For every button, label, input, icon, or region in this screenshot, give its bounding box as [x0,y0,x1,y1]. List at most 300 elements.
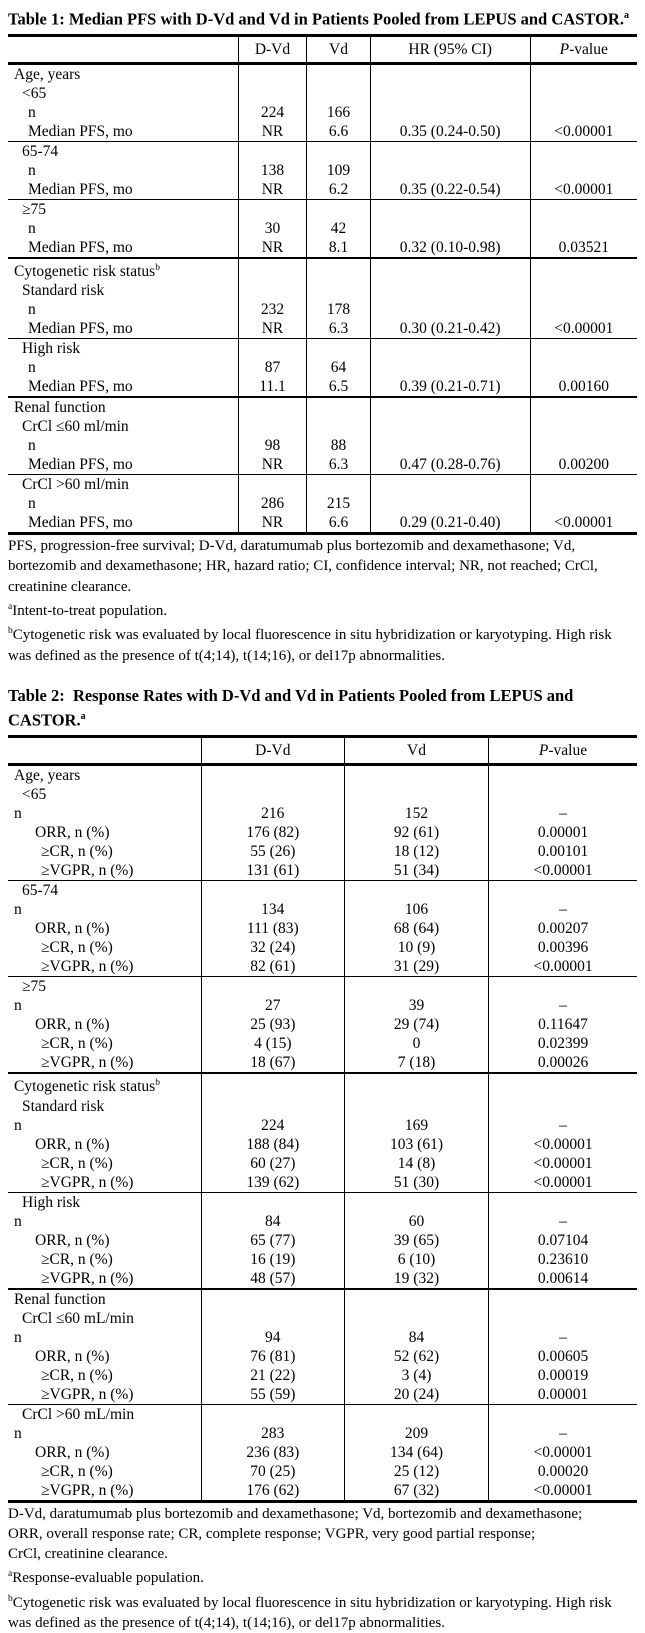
row-label-text: ORR, n (%) [35,1016,110,1034]
cell-value: 0.35 (0.22-0.54) [370,180,530,200]
cell-value [370,258,530,281]
row-label-text: n [14,1116,22,1134]
cell-value: 84 [201,1212,344,1231]
cell-value: 0.00001 [489,823,637,842]
table-row [8,377,637,397]
cell-value [345,785,489,804]
cell-value: NR [238,238,307,258]
cell-value [530,417,637,436]
cell-value: <0.00001 [489,1173,637,1193]
cell-value: 51 (34) [345,861,489,881]
cell-value: 0.07104 [489,1231,637,1250]
cell-value: 134 (64) [345,1443,489,1462]
cell-value: – [489,1212,637,1231]
cell-value: 31 (29) [345,957,489,977]
cell-value [489,765,637,786]
cell-value: 94 [201,1328,344,1347]
cell-value [530,397,637,417]
row-label [8,881,201,901]
cell-value: 209 [345,1424,489,1443]
cell-value: 111 (83) [201,919,344,938]
row-label [8,219,238,238]
footnote-marker: a [8,1569,13,1580]
table-row [8,1231,637,1250]
cell-value: NR [238,122,307,142]
cell-value: 131 (61) [201,861,344,881]
cell-value: 0.23610 [489,1250,637,1269]
table-row [8,238,637,258]
cell-value: <0.00001 [530,180,637,200]
cell-value [530,219,637,238]
cell-value [345,1192,489,1212]
row-label [8,1385,201,1405]
cell-value: 283 [201,1424,344,1443]
cell-value [238,417,307,436]
row-label-text: ≥CR, n (%) [41,1154,113,1172]
cell-value [238,258,307,281]
cell-value [345,1309,489,1328]
row-label-text: ≥VGPR, n (%) [41,1269,134,1287]
table-row [8,475,637,495]
cell-value [201,1404,344,1424]
row-label-text: ≥75 [22,978,47,996]
row-label [8,200,238,220]
cell-value [345,977,489,997]
row-label-text: ORR, n (%) [35,824,110,842]
table-row [8,1347,637,1366]
row-label-text: ≥VGPR, n (%) [41,958,134,976]
cell-value: 166 [307,103,371,122]
cell-value: 0.00614 [489,1269,637,1289]
cell-value [345,1073,489,1096]
table-row [8,319,637,339]
table-row [8,957,637,977]
cell-value: 21 (22) [201,1366,344,1385]
row-label [8,1424,201,1443]
cell-value: 42 [307,219,371,238]
table-row [8,765,637,786]
row-label-text: ≥VGPR, n (%) [41,1481,134,1499]
row-label-text: ≥VGPR, n (%) [41,1173,134,1191]
cell-value: 0.39 (0.21-0.71) [370,377,530,397]
cell-value: 138 [238,161,307,180]
row-label [8,1034,201,1053]
cell-value: 4 (15) [201,1034,344,1053]
cell-value: 65 (77) [201,1231,344,1250]
cell-value [201,1309,344,1328]
cell-value: 103 (61) [345,1135,489,1154]
table2-footnote-abbreviations-3 [8,1544,637,1564]
cell-value [370,103,530,122]
cell-value: <0.00001 [489,1154,637,1173]
cell-value [370,358,530,377]
footnote-text: ORR, overall response rate; CR, complete response; VGPR, very good partial response; [8,1525,536,1542]
cell-value: 6.5 [307,377,371,397]
cell-value: 0.00160 [530,377,637,397]
row-label-text: Median PFS, mo [28,456,133,474]
cell-value: <0.00001 [489,957,637,977]
row-label-footnote-marker: b [155,263,160,273]
row-label-text: ≥CR, n (%) [41,1250,113,1268]
cell-value: 39 [345,996,489,1015]
cell-value [530,200,637,220]
table-row [8,1173,637,1193]
table-row [8,1015,637,1034]
cell-value [530,494,637,513]
row-label-text: n [14,1424,22,1442]
cell-value [238,142,307,162]
cell-value: 29 (74) [345,1015,489,1034]
cell-value: 0.00001 [489,1385,637,1405]
row-label [8,823,201,842]
row-label-text: ≥VGPR, n (%) [41,1385,134,1403]
cell-value [370,200,530,220]
table1-header-empty [8,36,238,64]
row-label [8,1212,201,1231]
cell-value: 0.00101 [489,842,637,861]
table-row [8,122,637,142]
cell-value [238,397,307,417]
footnote-marker: b [8,626,13,637]
table-row [8,84,637,103]
cell-value: 6.6 [307,122,371,142]
cell-value [238,281,307,300]
cell-value [370,417,530,436]
cell-value: 82 (61) [201,957,344,977]
footnote-text: PFS, progression-free survival; D-Vd, daratumumab plus bortezomib and dexamethasone; Vd, bortezomib and dexamethasone; HR, hazard ratio; CI, confidence interval; NR, not reached; CrCl, creatinine clearance. [8,538,598,595]
row-label-text: Median PFS, mo [28,123,133,140]
row-label [8,475,238,495]
cell-value: 52 (62) [345,1347,489,1366]
row-label-text: ≥VGPR, n (%) [41,862,134,880]
cell-value: <0.00001 [489,1443,637,1462]
table-row [8,180,637,200]
row-label [8,1462,201,1481]
row-label [8,1192,201,1212]
table-row [8,785,637,804]
cell-value: – [489,996,637,1015]
cell-value: 0.00019 [489,1366,637,1385]
row-label [8,513,238,534]
table-row [8,161,637,180]
cell-value: 70 (25) [201,1462,344,1481]
cell-value [530,161,637,180]
cell-value [238,339,307,359]
row-label-text: CrCl ≤60 ml/min [22,418,129,436]
table2-header-vd: Vd [345,737,489,765]
table1-header-vd: Vd [307,36,371,64]
cell-value [238,475,307,495]
table1-header-hr-ci: HR (95% CI) [370,36,530,64]
table-row [8,1073,637,1096]
cell-value [370,219,530,238]
row-label [8,842,201,861]
row-label [8,1481,201,1502]
row-label [8,919,201,938]
row-label-text: n [28,301,36,319]
cell-value: 20 (24) [345,1385,489,1405]
table-row [8,219,637,238]
row-label-text: ORR, n (%) [35,1231,110,1249]
row-label-text: Median PFS, mo [28,514,133,532]
cell-value: 3 (4) [345,1366,489,1385]
cell-value: 0.32 (0.10-0.98) [370,238,530,258]
cell-value [201,1097,344,1116]
row-label [8,1053,201,1073]
cell-value [530,142,637,162]
table-row [8,1328,637,1347]
cell-value: 32 (24) [201,938,344,957]
table-row [8,339,637,359]
row-label [8,1250,201,1269]
cell-value: 87 [238,358,307,377]
cell-value [201,785,344,804]
cell-value: 14 (8) [345,1154,489,1173]
cell-value [489,1309,637,1328]
table1-header-pvalue-rest: -value [569,41,608,58]
row-label-text: High risk [22,340,81,358]
cell-value: 152 [345,804,489,823]
row-label [8,1097,201,1116]
cell-value [530,64,637,85]
row-label [8,1015,201,1034]
cell-value: <0.00001 [489,1135,637,1154]
cell-value: 92 (61) [345,823,489,842]
table2-footnote-abbreviations-2 [8,1524,637,1544]
cell-value [530,103,637,122]
row-label-text: ≥CR, n (%) [41,1462,113,1480]
row-label-text: Standard risk [22,1097,105,1115]
table1-footnote-a [8,597,637,621]
row-label-text: CrCl >60 mL/min [22,1405,135,1423]
table-row [8,919,637,938]
table2-footnotes [8,1504,637,1633]
cell-value: 67 (32) [345,1481,489,1502]
cell-value: 6.6 [307,513,371,534]
row-label [8,1073,201,1096]
row-label-text: n [28,495,36,513]
cell-value: NR [238,513,307,534]
table-row [8,103,637,122]
row-label-text: 65-74 [22,882,59,900]
cell-value: 27 [201,996,344,1015]
table-row [8,300,637,319]
row-label-text: ≥VGPR, n (%) [41,1054,134,1072]
row-label-text: ≥CR, n (%) [41,939,113,957]
row-label-text: ORR, n (%) [35,920,110,938]
row-label [8,180,238,200]
table1-header-pvalue-italic: P [559,41,570,58]
cell-value: 224 [238,103,307,122]
cell-value: 25 (12) [345,1462,489,1481]
cell-value: 236 (83) [201,1443,344,1462]
table-row [8,281,637,300]
cell-value: 0.00026 [489,1053,637,1073]
cell-value [489,881,637,901]
row-label [8,1309,201,1328]
cell-value [370,142,530,162]
row-label [8,804,201,823]
table2-title [8,685,637,732]
row-label [8,64,238,85]
table-row [8,358,637,377]
table1-footnote-b [8,621,637,666]
row-label [8,377,238,397]
table2-response-rates [8,735,637,1502]
row-label-text: Median PFS, mo [28,239,133,256]
row-label-text: 65-74 [22,143,59,160]
cell-value: 6.3 [307,319,371,339]
table1-footnotes [8,536,637,666]
cell-value: 0.35 (0.24-0.50) [370,122,530,142]
row-label-text: Renal function [14,1290,106,1308]
cell-value [530,258,637,281]
cell-value [370,397,530,417]
cell-value [201,977,344,997]
row-label-text: n [28,437,36,455]
cell-value: 0 [345,1034,489,1053]
table-row [8,1034,637,1053]
cell-value: 25 (93) [201,1015,344,1034]
cell-value: 68 (64) [345,919,489,938]
cell-value: 30 [238,219,307,238]
footnote-text: Intent-to-treat population. [12,603,168,620]
cell-value: 11.1 [238,377,307,397]
row-label [8,1173,201,1193]
cell-value [530,475,637,495]
cell-value: 0.29 (0.21-0.40) [370,513,530,534]
table-row [8,397,637,417]
cell-value: 6.2 [307,180,371,200]
cell-value [307,200,371,220]
table1-section [8,5,637,666]
row-label-text: n [14,1212,22,1230]
cell-value: 88 [307,436,371,455]
cell-value: 215 [307,494,371,513]
row-label [8,1269,201,1289]
cell-value [307,258,371,281]
row-label [8,1404,201,1424]
cell-value: <0.00001 [489,861,637,881]
row-label [8,281,238,300]
row-label [8,339,238,359]
table-row [8,1135,637,1154]
row-label-text: Cytogenetic risk status [14,263,156,281]
cell-value [530,300,637,319]
cell-value [530,339,637,359]
table2-header-dvd: D-Vd [201,737,344,765]
cell-value [489,977,637,997]
footnote-marker: a [8,602,13,613]
cell-value: <0.00001 [489,1481,637,1502]
cell-value: <0.00001 [530,513,637,534]
cell-value: 139 (62) [201,1173,344,1193]
cell-value [370,494,530,513]
cell-value: 76 (81) [201,1347,344,1366]
row-label [8,300,238,319]
row-label-text: ≥CR, n (%) [41,1366,113,1384]
cell-value: 55 (26) [201,842,344,861]
row-label-text: ORR, n (%) [35,1347,110,1365]
row-label-text: n [28,162,36,179]
cell-value: 224 [201,1116,344,1135]
table2-title-text: Table 2: Response Rates with D-Vd and Vd in Patients Pooled from LEPUS and CASTOR. [8,685,578,730]
cell-value: 39 (65) [345,1231,489,1250]
cell-value [345,881,489,901]
row-label [8,1289,201,1309]
row-label [8,417,238,436]
cell-value: 0.11647 [489,1015,637,1034]
table1-title [8,5,637,30]
cell-value: 64 [307,358,371,377]
table2-footnote-abbreviations-1 [8,1504,637,1524]
table-row [8,1192,637,1212]
table-row [8,455,637,475]
cell-value: 106 [345,900,489,919]
cell-value [307,84,371,103]
cell-value: 176 (62) [201,1481,344,1502]
cell-value: 60 (27) [201,1154,344,1173]
table-row [8,1366,637,1385]
cell-value [307,64,371,85]
row-label [8,103,238,122]
cell-value [201,765,344,786]
cell-value: 0.03521 [530,238,637,258]
row-label [8,938,201,957]
cell-value: 109 [307,161,371,180]
footnote-text: Cytogenetic risk was evaluated by local fluorescence in situ hybridization or karyotyping. High risk was defined as the presence of t(4;14), t(14;16), or del17p abnormalities. [8,627,612,664]
cell-value: 60 [345,1212,489,1231]
row-label [8,84,238,103]
row-label [8,785,201,804]
cell-value [238,84,307,103]
table-row [8,1462,637,1481]
table-row [8,417,637,436]
table-row [8,861,637,881]
row-label-text: <65 [22,786,47,804]
cell-value: 0.00207 [489,919,637,938]
cell-value: 98 [238,436,307,455]
cell-value [489,1097,637,1116]
row-label-text: Age, years [14,66,81,83]
cell-value: 19 (32) [345,1269,489,1289]
cell-value [307,142,371,162]
table-row [8,823,637,842]
row-label [8,765,201,786]
cell-value: 134 [201,900,344,919]
table2-header-pvalue-rest: -value [548,742,588,760]
row-label-text: CrCl ≤60 mL/min [22,1309,134,1327]
cell-value: 178 [307,300,371,319]
table2-footnote-a [8,1564,637,1588]
cell-value [201,1289,344,1309]
table1-header-row [8,36,637,64]
cell-value: 6 (10) [345,1250,489,1269]
cell-value [238,64,307,85]
cell-value [370,64,530,85]
row-label-text: Median PFS, mo [28,181,133,198]
cell-value: 176 (82) [201,823,344,842]
table-row [8,1212,637,1231]
table-row [8,1443,637,1462]
row-label [8,1328,201,1347]
table-row [8,842,637,861]
row-label [8,861,201,881]
cell-value: – [489,1116,637,1135]
cell-value [201,881,344,901]
cell-value: 286 [238,494,307,513]
cell-value: 16 (19) [201,1250,344,1269]
